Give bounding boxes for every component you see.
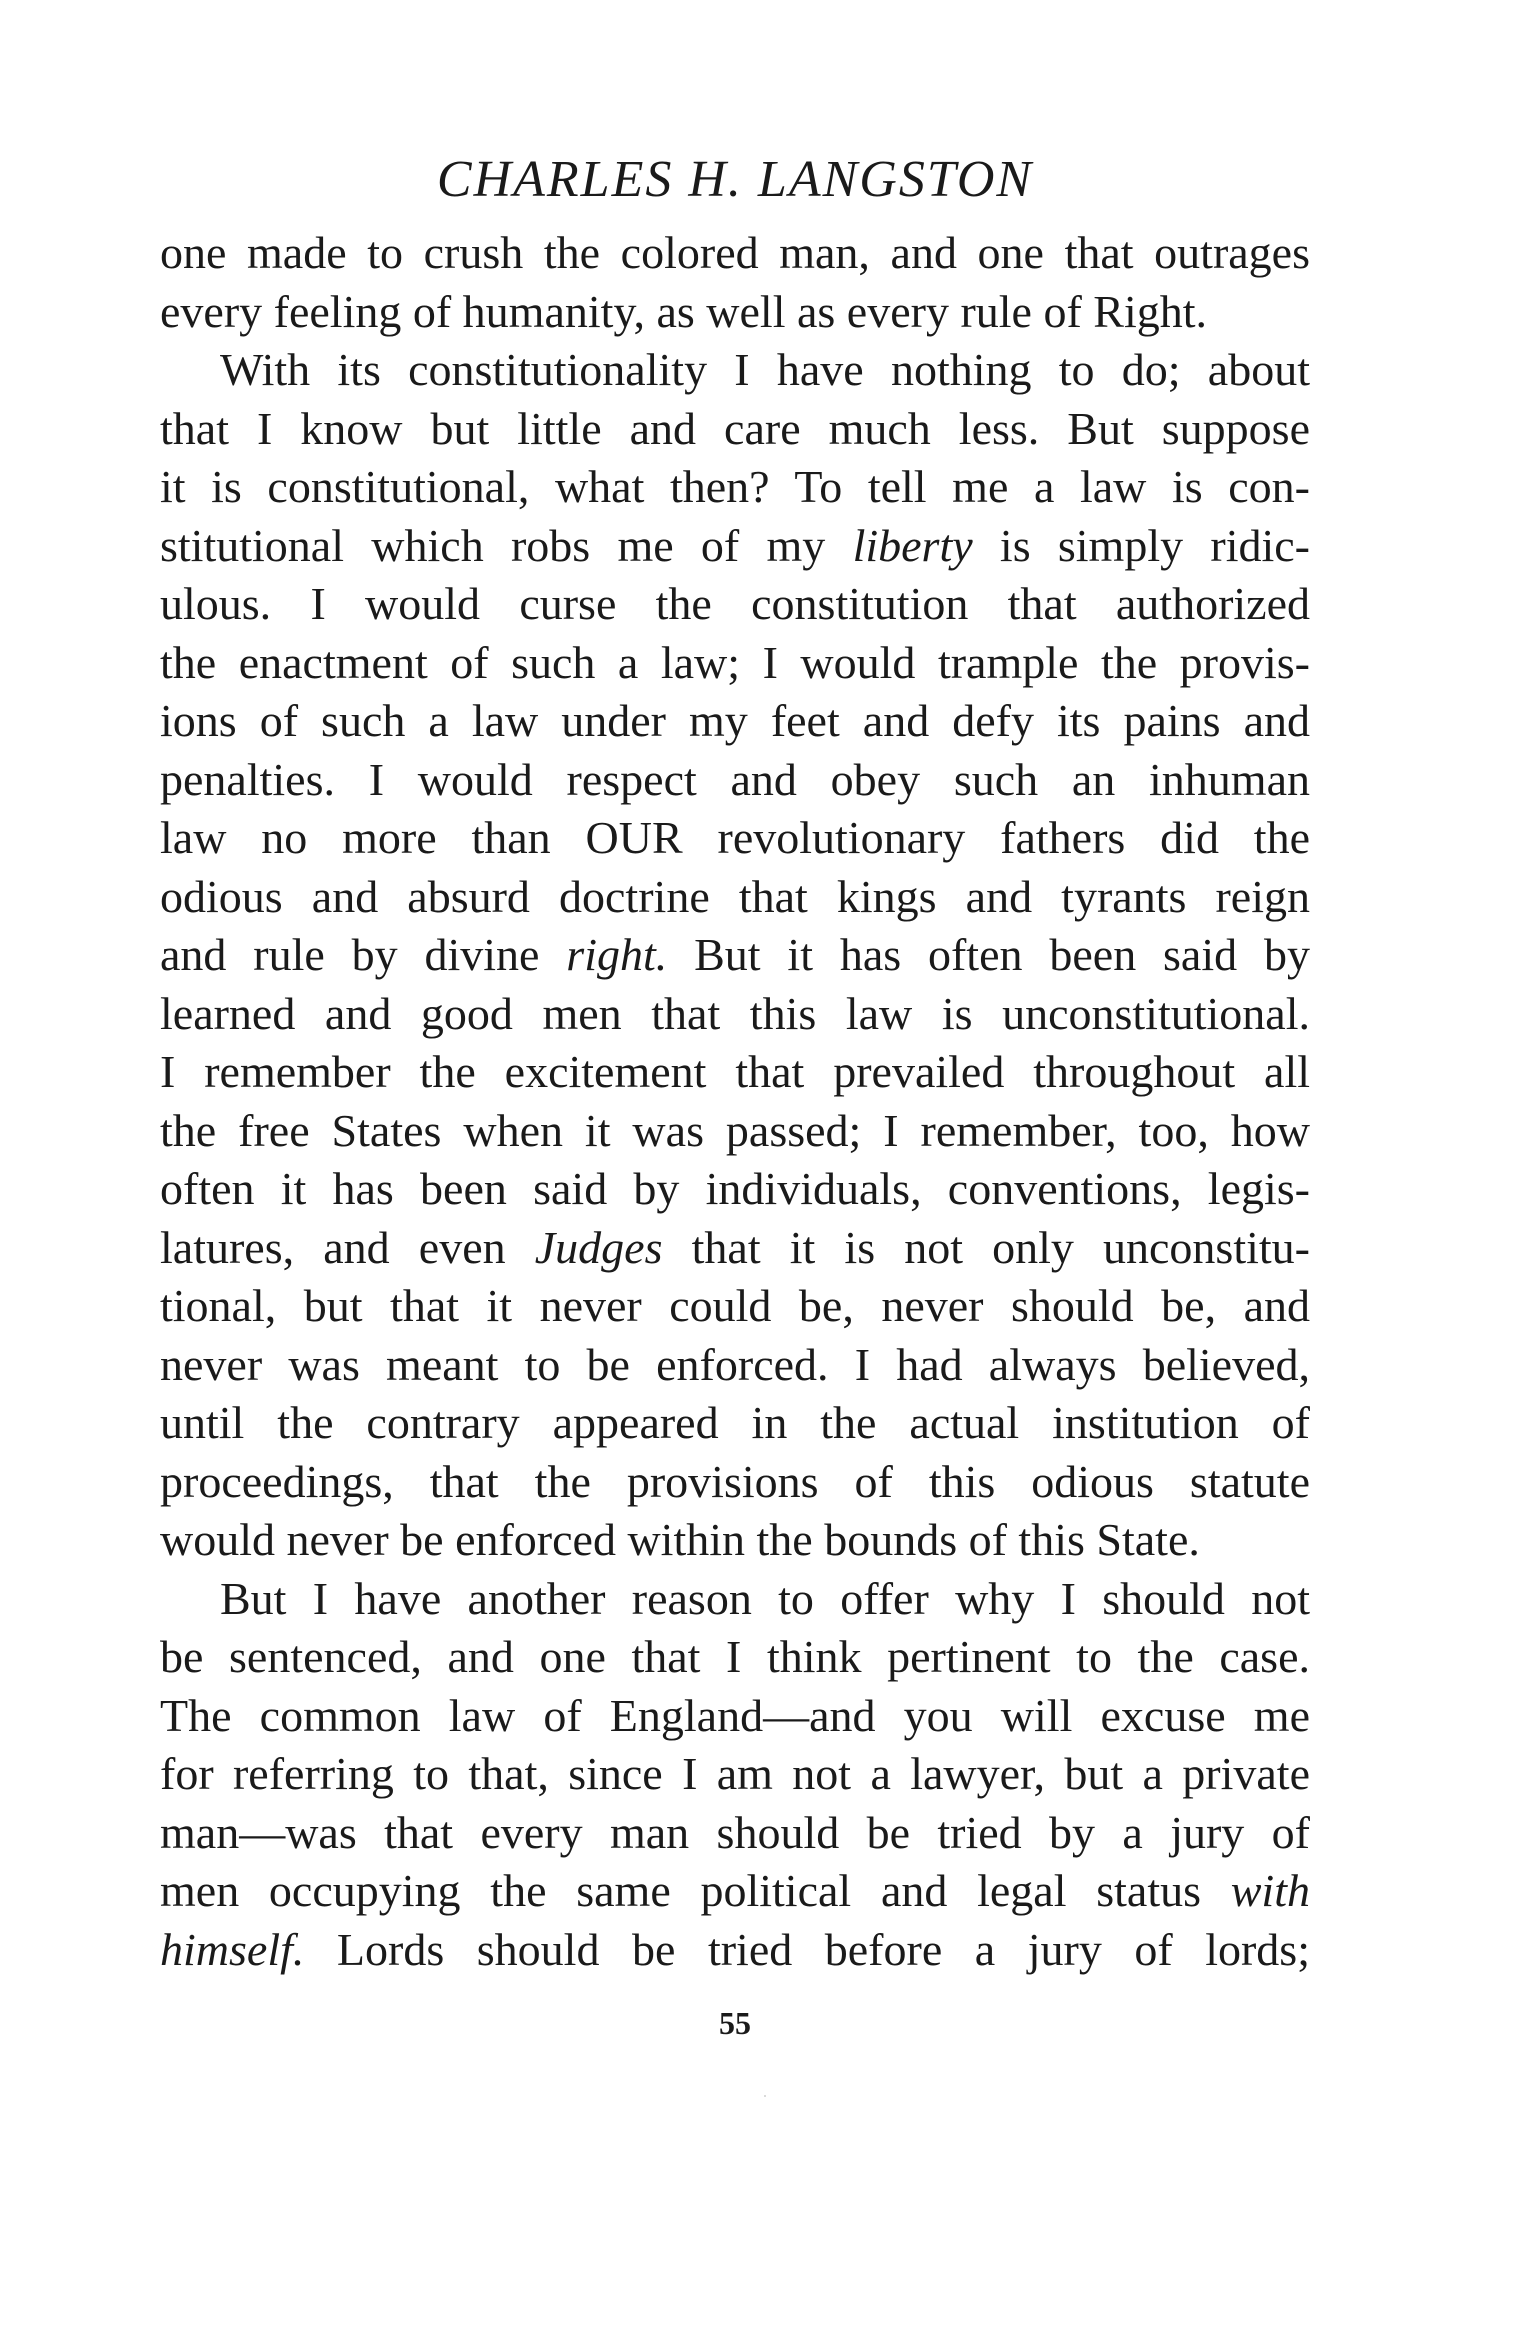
text-line: But I have another reason to offer why I should not [220,1572,1310,1624]
text-line: men occupying the same political and legal status with [160,1865,1310,1916]
text-line: latures, and even Judges that it is not only unconstitu- [160,1221,1310,1273]
text-line: stitutional which robs me of my liberty is simply ridic- [160,519,1310,571]
book-page [160,150,1310,2041]
text-line: himself. Lords should be tried before a jury of lords; [160,1923,1310,1975]
paper-speck [764,2095,766,2097]
text-line: one made to crush the colored man, and one that outrages [160,227,1310,278]
text-line: The common law of England—and you will excuse me [160,1689,1310,1741]
text-line: it is constitutional, what then? To tell me a law is con- [160,461,1310,512]
text-line: often it has been said by individuals, conventions, legis- [160,1163,1310,1214]
text-line: every feeling of humanity, as well as every rule of Right. [160,285,1208,337]
text-line: penalties. I would respect and obey such an inhuman [160,753,1310,805]
text-line: would never be enforced within the bounds of this State. [160,1514,1200,1565]
text-line: ulous. I would curse the constitution that authorized [160,578,1310,629]
text-line: for referring to that, since I am not a lawyer, but a private [160,1748,1310,1799]
text-line: never was meant to be enforced. I had always believed, [160,1338,1310,1390]
text-line: With its constitutionality I have nothing to do; about [220,344,1310,395]
text-line: the free States when it was passed; I remember, too, how [160,1104,1310,1156]
text-line: be sentenced, and one that I think pertinent to the case. [160,1631,1310,1682]
text-line: learned and good men that this law is unconstitutional. [160,987,1310,1039]
text-line: the enactment of such a law; I would trample the provis- [160,636,1310,688]
text-line: until the contrary appeared in the actual institution of [160,1397,1310,1448]
text-line: and rule by divine right. But it has often been said by [160,929,1310,980]
page-number: 55 [719,2005,751,2041]
running-head: CHARLES H. LANGSTON [436,151,1034,208]
text-line: law no more than OUR revolutionary fathers did the [160,812,1310,863]
text-line: I remember the excitement that prevailed throughout all [160,1046,1310,1097]
text-line: odious and absurd doctrine that kings and tyrants reign [160,870,1310,922]
body-text [160,224,1310,1979]
text-line: man—was that every man should be tried by a jury of [160,1806,1310,1858]
text-line: that I know but little and care much less. But suppose [160,402,1310,454]
text-line: proceedings, that the provisions of this odious statute [160,1455,1310,1507]
text-line: tional, but that it never could be, never should be, and [160,1280,1310,1331]
text-line: ions of such a law under my feet and defy its pains and [160,695,1310,746]
